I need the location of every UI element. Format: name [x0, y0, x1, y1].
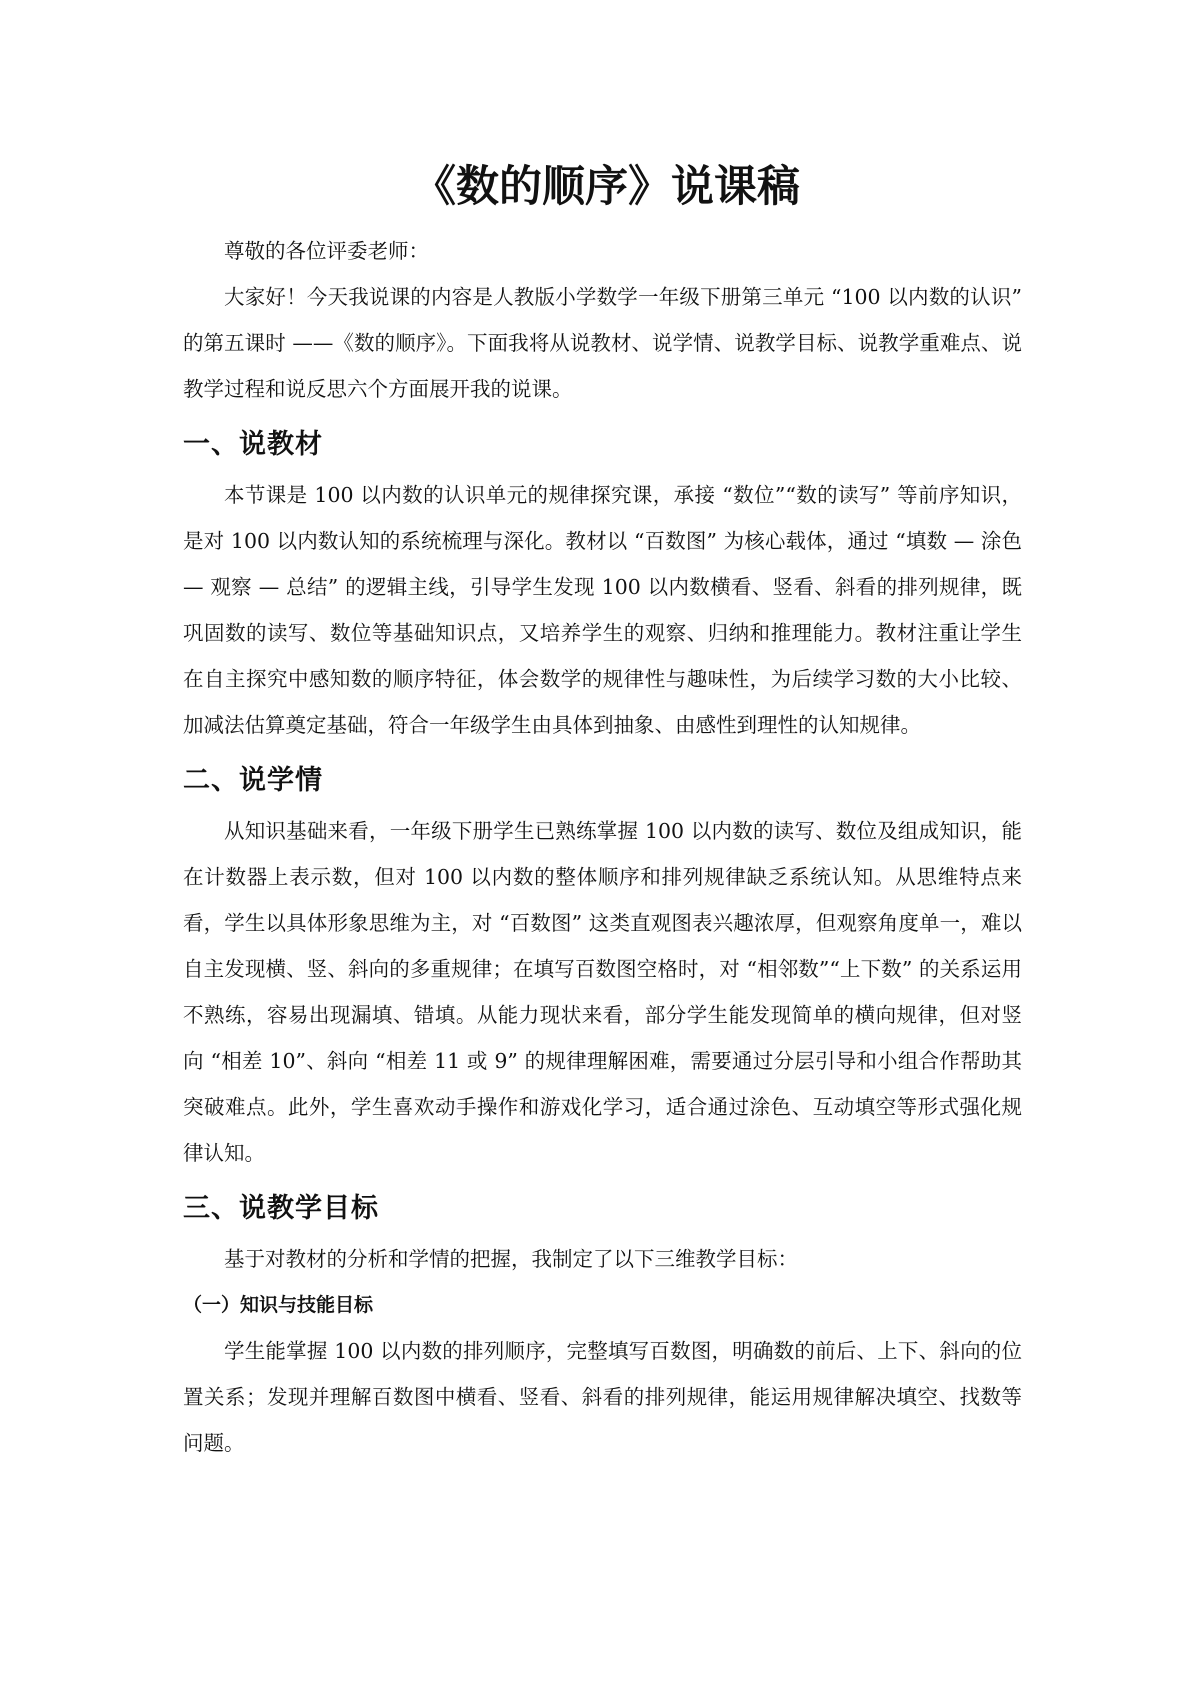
section-heading: 一、说教材 [183, 429, 323, 460]
section-paragraph: 从知识基础来看，一年级下册学生已熟练掌握 100 以内数的读写、数位及组成知识，能在计数器上表示数，但对 100 以内数的整体顺序和排列规律缺乏系统认知。从思维特点来看，学生以具体形象思维为主，对 “百数图” 这类直观图表兴趣浓厚，但观察角度单一，难以自主发现横、竖、斜向的多重规律；在填写百数图空格时，对 “相邻数”“上下数” 的关系运用不熟练，容易出现漏填、错填。从能力现状来看，部分学生能发现简单的横向规律，但对竖向 “相差 10”、斜向 “相差 11 或 9” 的规律理解困难，需要通过分层引导和小组合作帮助其突破难点。此外，学生喜欢动手操作和游戏化学习，适合通过涂色、互动填空等形式强化规律认知。 [183, 819, 1022, 1165]
document-title: 《数的顺序》说课稿 [413, 162, 800, 212]
subsection-heading: （一）知识与技能目标 [183, 1294, 374, 1316]
section-heading: 三、说教学目标 [183, 1193, 379, 1224]
section-paragraph: 本节课是 100 以内数的认识单元的规律探究课，承接 “数位”“数的读写” 等前序知识，是对 100 以内数认知的系统梳理与深化。教材以 “百数图” 为核心载体，通过 “填数 — 涂色 — 观察 — 总结” 的逻辑主线，引导学生发现 100 以内数横看、竖看、斜看的排列规律，既巩固数的读写、数位等基础知识点，又培养学生的观察、归纳和推理能力。教材注重让学生在自主探究中感知数的顺序特征，体会数学的规律性与趣味性，为后续学习数的大小比较、加减法估算奠定基础，符合一年级学生由具体到抽象、由感性到理性的认知规律。 [183, 483, 1022, 737]
section-textbook [183, 422, 1022, 748]
intro-paragraph: 大家好！今天我说课的内容是人教版小学数学一年级下册第三单元 “100 以内数的认识” 的第五课时 ——《数的顺序》。下面我将从说教材、说学情、说教学目标、说教学重难点、说教学过程和说反思六个方面展开我的说课。 [183, 285, 1022, 401]
section-heading: 二、说学情 [183, 765, 323, 796]
section-students [183, 758, 1022, 1176]
subsection-paragraph: 学生能掌握 100 以内数的排列顺序，完整填写百数图，明确数的前后、上下、斜向的位置关系；发现并理解百数图中横看、竖看、斜看的排列规律，能运用规律解决填空、找数等问题。 [183, 1339, 1022, 1455]
section-paragraph: 基于对教材的分析和学情的把握，我制定了以下三维教学目标： [224, 1247, 798, 1271]
section-objectives [183, 1186, 1022, 1466]
greeting-line: 尊敬的各位评委老师： [224, 239, 429, 263]
